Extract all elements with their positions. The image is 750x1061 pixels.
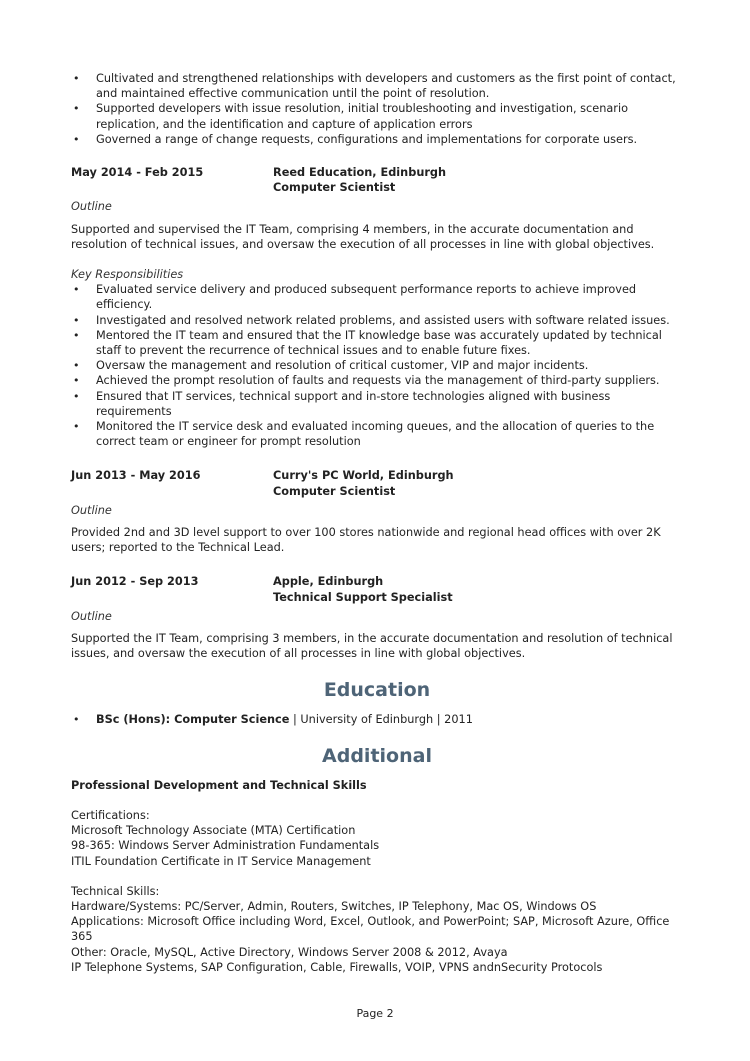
list-item: • Cultivated and strengthened relationships with developers and customers as the first point of contact, and maintained effective communication until the point of resolution. — [71, 71, 683, 101]
certifications-label: Certifications: — [71, 808, 150, 822]
responsibilities-label: Key Responsibilities — [71, 268, 184, 282]
skills-block — [71, 884, 683, 975]
list-item: • Governed a range of change requests, configurations and implementations for corporate users. — [71, 132, 683, 147]
list-item — [71, 712, 683, 727]
job-outline: Provided 2nd and 3D level support to over 100 stores nationwide and regional head offices with over 2K users; reported to the Technical Lead. — [71, 526, 661, 555]
job-employer: Apple, Edinburgh — [273, 575, 384, 589]
list-item: • Supported developers with issue resolution, initial troubleshooting and investigation, scenario replication, and the identification and capture of application errors — [71, 101, 683, 131]
skills-label: Technical Skills: — [71, 884, 160, 898]
responsibilities-list — [71, 282, 683, 449]
resume-page — [71, 71, 683, 975]
job-dates: Jun 2012 - Sep 2013 — [71, 575, 199, 589]
additional-subheading: Professional Development and Technical Skills — [71, 778, 367, 792]
degree-details: | University of Edinburgh | 2011 — [289, 712, 473, 726]
job-outline: Supported and supervised the IT Team, comprising 4 members, in the accurate documentation and resolution of technical issues, and oversaw the execution of all processes in line with global objectives. — [71, 222, 655, 251]
degree: BSc (Hons): Computer Science — [96, 712, 290, 726]
education-heading: Education — [323, 678, 431, 701]
education-list — [71, 712, 683, 727]
job-title: Technical Support Specialist — [273, 590, 453, 604]
job-title: Computer Scientist — [273, 484, 396, 498]
intro-bullet-list — [71, 71, 683, 147]
job-dates: Jun 2013 - May 2016 — [71, 469, 201, 483]
certification-item: 98-365: Windows Server Administration Fundamentals — [71, 839, 380, 853]
skill-item: Applications: Microsoft Office including Word, Excel, Outlook, and PowerPoint; SAP, Microsoft Azure, Office 365 — [71, 915, 670, 944]
list-item: • Mentored the IT team and ensured that the IT knowledge base was accurately updated by technical staff to prevent the recurrence of technical issues and to enable future fixes. — [71, 328, 683, 358]
job-dates: May 2014 - Feb 2015 — [71, 166, 204, 180]
job-employer: Curry's PC World, Edinburgh — [273, 469, 454, 483]
skill-item: IP Telephone Systems, SAP Configuration, Cable, Firewalls, VOIP, VPNS andnSecurity Protocols — [71, 960, 603, 974]
certifications-block — [71, 808, 683, 869]
job-employer: Reed Education, Edinburgh — [273, 166, 447, 180]
page-number: Page 2 — [356, 1007, 394, 1020]
outline-label: Outline — [71, 200, 112, 214]
job-entry-reed — [71, 165, 683, 449]
additional-heading: Additional — [322, 744, 432, 767]
list-item: • Investigated and resolved network related problems, and assisted users with software related issues. — [71, 313, 683, 328]
certification-item: ITIL Foundation Certificate in IT Service Management — [71, 854, 371, 868]
job-header — [71, 468, 683, 498]
outline-label: Outline — [71, 503, 112, 517]
job-employer-title — [273, 165, 683, 195]
skill-item: Other: Oracle, MySQL, Active Directory, Windows Server 2008 & 2012, Avaya — [71, 945, 508, 959]
list-item: • Ensured that IT services, technical support and in-store technologies aligned with business requirements — [71, 389, 683, 419]
skill-item: Hardware/Systems: PC/Server, Admin, Routers, Switches, IP Telephony, Mac OS, Windows OS — [71, 899, 597, 913]
job-outline: Supported the IT Team, comprising 3 members, in the accurate documentation and resolution of technical issues, and oversaw the execution of all processes in line with global objectives. — [71, 632, 673, 661]
list-item: • Achieved the prompt resolution of faults and requests via the management of third-party suppliers. — [71, 373, 683, 388]
job-entry-currys — [71, 468, 683, 555]
list-item: • Oversaw the management and resolution of critical customer, VIP and major incidents. — [71, 358, 683, 373]
certification-item: Microsoft Technology Associate (MTA) Certification — [71, 824, 356, 838]
outline-label: Outline — [71, 609, 112, 623]
job-employer-title — [273, 574, 683, 604]
job-employer-title — [273, 468, 683, 498]
job-entry-apple — [71, 574, 683, 661]
list-item: • Monitored the IT service desk and evaluated incoming queues, and the allocation of queries to the correct team or engineer for prompt resolution — [71, 419, 683, 449]
job-header — [71, 165, 683, 195]
job-header — [71, 574, 683, 604]
job-title: Computer Scientist — [273, 181, 396, 195]
list-item: • Evaluated service delivery and produced subsequent performance reports to achieve improved efficiency. — [71, 282, 683, 312]
